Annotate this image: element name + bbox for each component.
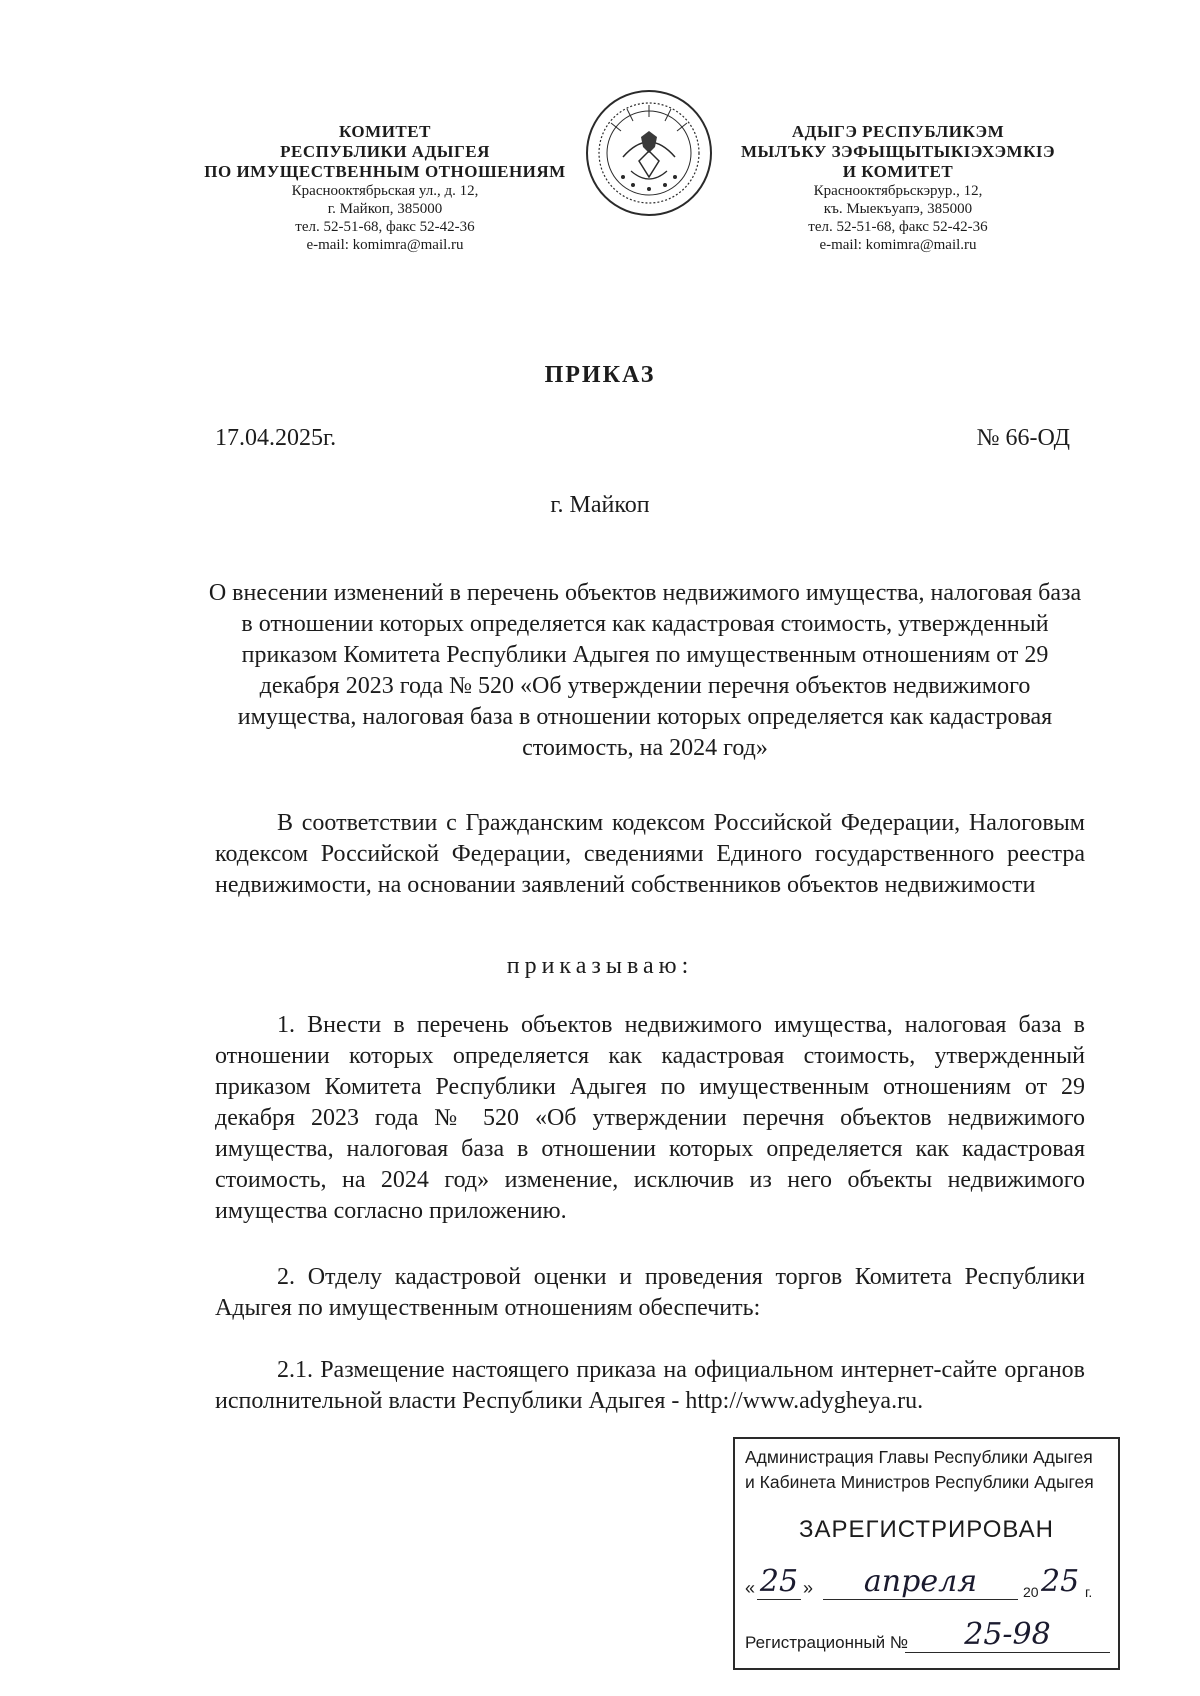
order-word: приказываю:	[506, 953, 694, 979]
stamp-month: апреля	[823, 1564, 1018, 1600]
document-number: № 66-ОД	[976, 425, 1070, 451]
preamble-paragraph: В соответствии с Гражданским кодексом Российской Федерации, Налоговым кодексом Российской Федерации, сведениями Единого государственного реестра недвижимости, на основании заявлений собственников объектов недвижимости	[215, 810, 1085, 898]
org-phone: тел. 52-51-68, факс 52-42-36	[295, 219, 475, 235]
document-title: ПРИКАЗ	[544, 362, 656, 388]
header-left	[195, 122, 575, 254]
org-email: e-mail: komimra@mail.ru	[306, 237, 464, 253]
stamp-year-suffix: 25	[1041, 1564, 1080, 1599]
org-city: г. Майкоп, 385000	[327, 201, 443, 217]
order-item-2-1: 2.1. Размещение настоящего приказа на официальном интернет-сайте органов исполнительной власти Республики Адыгея - http://www.adygheya.ru.	[215, 1357, 1085, 1414]
org-name-line: И КОМИТЕТ	[842, 162, 954, 181]
stamp-reg-number: 25-98	[905, 1617, 1110, 1653]
order-item-1: 1. Внести в перечень объектов недвижимого имущества, налоговая база в отношении которых определяется как кадастровая стоимость, утвержденный приказом Комитета Республики Адыгея по имущественным отношениям от 29 декабря 2023 года № 520 «Об утверждении перечня объектов недвижимого имущества, налоговая база в отношении которых определяется как кадастровая стоимость, на 2024 год» изменение, исключив из него объекты недвижимого имущества согласно приложению.	[215, 1012, 1085, 1224]
document-subject: О внесении изменений в перечень объектов недвижимого имущества, налоговая база в отношении которых определяется как кадастровая стоимость, утвержденный приказом Комитета Республики Адыгея по имущественным отношениям от 29 декабря 2023 года № 520 «Об утверждении перечня объектов недвижимого имущества, налоговая база в отношении которых определяется как кадастровая стоимость, на 2024 год»	[208, 580, 1082, 761]
document-date: 17.04.2025г.	[215, 425, 337, 451]
stamp-registered-label: ЗАРЕГИСТРИРОВАН	[799, 1516, 1054, 1543]
org-address: Краснооктябрьскэрур., 12,	[813, 183, 983, 199]
stamp-year-prefix: 20	[1023, 1584, 1039, 1600]
stamp-day: 25	[757, 1564, 801, 1600]
header-right	[728, 122, 1068, 254]
stamp-reg-label: Регистрационный №	[745, 1633, 909, 1652]
stamp-quote-open: «	[745, 1578, 756, 1598]
org-address: Краснооктябрьская ул., д. 12,	[291, 183, 479, 199]
org-phone: тел. 52-51-68, факс 52-42-36	[808, 219, 988, 235]
stamp-authority-line: Администрация Главы Республики Адыгея	[745, 1447, 1093, 1467]
coat-of-arms-emblem	[583, 87, 715, 219]
org-email: e-mail: komimra@mail.ru	[819, 237, 977, 253]
org-name-line: АДЫГЭ РЕСПУБЛИКЭМ	[791, 122, 1005, 141]
org-name-line: КОМИТЕТ	[339, 122, 431, 141]
order-item-2: 2. Отделу кадастровой оценки и проведения торгов Комитета Республики Адыгея по имущественным отношениям обеспечить:	[215, 1264, 1085, 1321]
org-name-line: МЫЛЪКУ ЗЭФЫЩЫТЫКIЭХЭМКIЭ	[740, 142, 1056, 161]
org-city: къ. Мыекъуапэ, 385000	[823, 201, 973, 217]
stamp-authority-line: и Кабинета Министров Республики Адыгея	[745, 1472, 1094, 1492]
stamp-quote-close: »	[803, 1578, 814, 1598]
document-city: г. Майкоп	[550, 492, 650, 518]
org-name-line: ПО ИМУЩЕСТВЕННЫМ ОТНОШЕНИЯМ	[204, 162, 566, 181]
stamp-regno-row	[745, 1617, 1115, 1657]
stamp-year-unit: г.	[1085, 1584, 1093, 1600]
org-name-line: РЕСПУБЛИКИ АДЫГЕЯ	[280, 142, 490, 161]
stamp-date-row	[745, 1564, 1115, 1604]
registration-stamp	[733, 1437, 1120, 1670]
